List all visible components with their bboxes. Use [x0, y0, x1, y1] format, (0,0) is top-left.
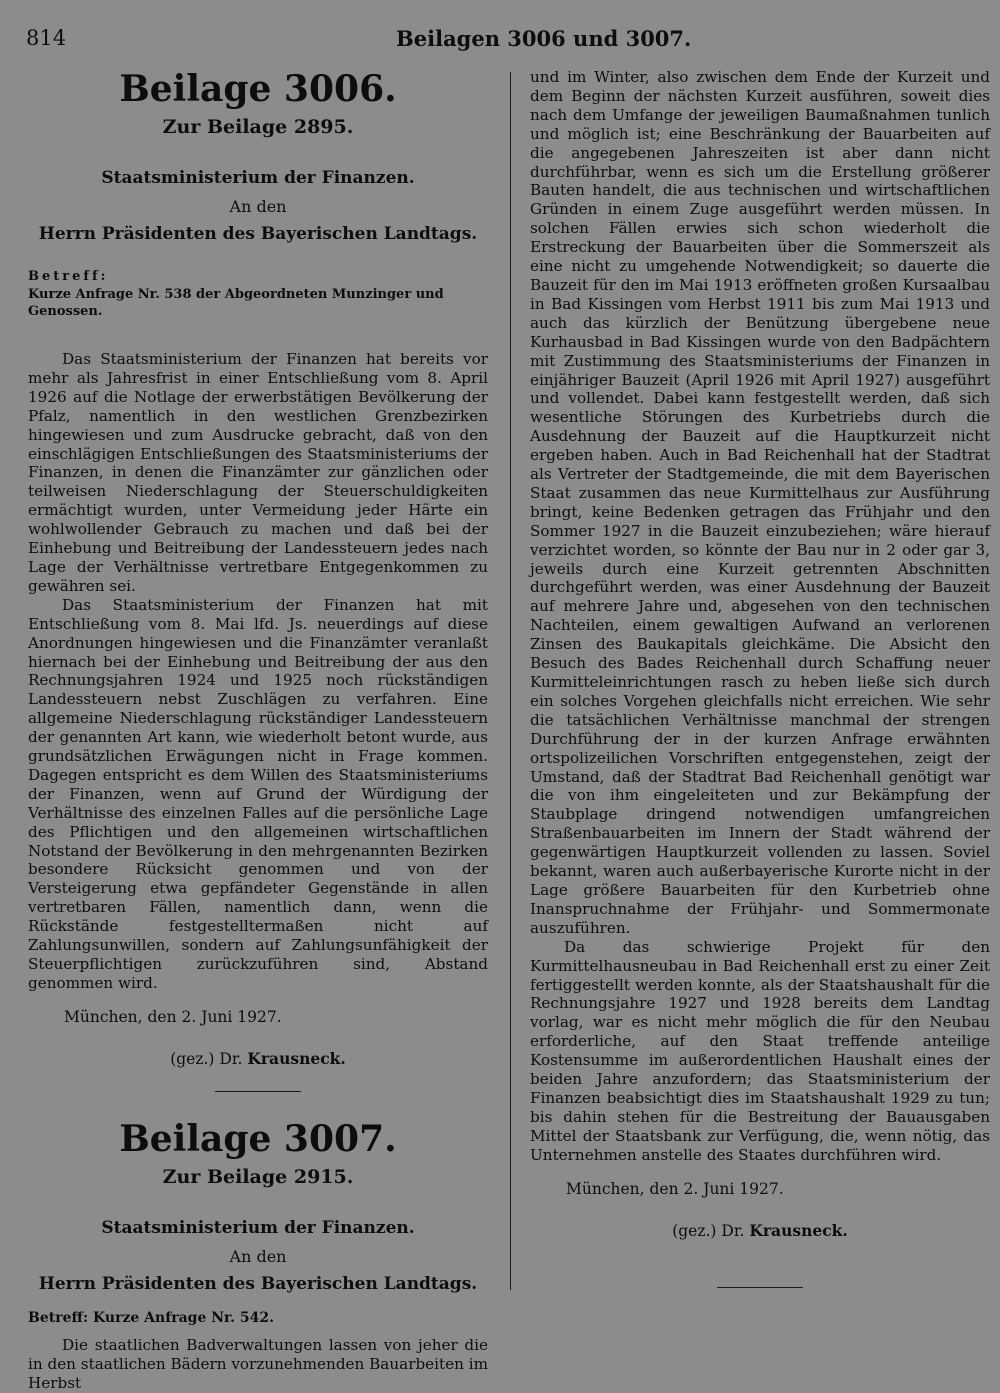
beilage-3007-betreff: Betreff: Kurze Anfrage Nr. 542. [28, 1309, 274, 1326]
signature-name: Krausneck. [247, 1048, 346, 1068]
signature-name: Krausneck. [749, 1220, 848, 1240]
beilage-3007-place-date: München, den 2. Juni 1927. [566, 1179, 784, 1198]
beilage-3006-paragraph-1: Das Staatsministerium der Finanzen hat bereits vor mehr als Jahresfrist in einer Entschließung vom 8. April 1926 auf die Notlage der erwerbstätigen Bevölkerung der Pfalz, namentlich in den westlichen Grenzbezirken hingewiesen und zum Ausdrucke gebracht, daß von den einschlägigen Entschließungen des Staatsministeriums der Finanzen, in denen die Finanzämter zur gänzlichen oder teilweisen Niederschlagung der Steuerschuldigkeiten ermächtigt wurden, unter Vermeidung jeder Härte ein wohlwollender Gebrauch zu machen und daß bei der Einhebung und Beitreibung der Landessteuern jedes nach Lage der Verhältnisse vertretbare Entgegenkommen zu gewähren sei. [28, 350, 488, 595]
beilage-3007-an-den: An den [229, 1246, 287, 1266]
left-column [28, 68, 488, 1393]
beilage-3007-title: Beilage 3007. [119, 1117, 397, 1160]
beilage-3006-place-date: München, den 2. Juni 1927. [64, 1007, 282, 1026]
beilage-3007 [28, 1118, 488, 1393]
beilage-3007-ministry: Staatsministerium der Finanzen. [101, 1217, 415, 1238]
closing-divider [717, 1287, 803, 1288]
beilage-3007-reference: Zur Beilage 2915. [162, 1165, 354, 1188]
beilage-3007-paragraph-1-continued: und im Winter, also zwischen dem Ende der Kurzeit und dem Beginn der nächsten Kurzeit ausführen, soweit dies nach dem Umfange der jeweiligen Baumaßnahmen tunlich und möglich ist; eine Beschränkung der Bauarbeiten auf die angegebenen Jahreszeiten ist aber dann nicht durchführbar, wenn es sich um die Erstellung größerer Bauten handelt, die aus technischen und wirtschaftlichen Gründen in einem Zuge ausgeführt werden müssen. In solchen Fällen erwies sich schon wiederholt die Erstreckung der Bauarbeiten über die Sommerszeit als eine nicht zu umgehende Notwendigkeit; so dauerte die Bauzeit für den im Mai 1913 eröffneten großen Kursaalbau in Bad Kissingen vom Herbst 1911 bis zum Mai 1913 und auch das kürzlich der Benützung übergebene neue Kurhausbad in Bad Kissingen wurde von den Badpächtern mit Zustimmung des Staatsministeriums der Finanzen in einjähriger Bauzeit (April 1926 mit April 1927) ausgeführt und vollendet. Dabei kann festgestellt werden, daß sich wesentliche Störungen des Kurbetriebs durch die Ausdehnung der Bauzeit auf die Hauptkurzeit nicht ergeben haben. Auch in Bad Reichenhall hat der Stadtrat als Vertreter der Stadtgemeinde, die mit dem Bayerischen Staat zusammen das neue Kurmittelhaus zur Ausführung bringt, keine Bedenken getragen das Frühjahr und den Sommer 1927 in die Bauzeit einzubeziehen; wäre hierauf verzichtet worden, so könnte der Bau nur in 2 oder gar 3, jeweils durch eine Kurzeit getrennten Abschnitten durchgeführt werden, was einer Ausdehnung der Bauzeit auf mehrere Jahre und, abgesehen von den technischen Nachteilen, einem gewaltigen Aufwand an verlorenen Zinsen des Baukapitals gleichkäme. Die Absicht den Besuch des Bades Reichenhall durch Schaffung neuer Kurmitteleinrichtungen rasch zu heben ließe sich durch ein solches Vorgehen gleichfalls nicht erreichen. Wie sehr die tatsächlichen Verhältnisse manchmal der strengen Durchführung der in der kurzen Anfrage erwähnten ortspolizeilichen Vorschriften entgegenstehen, zeigt der Umstand, daß der Stadtrat Bad Reichenhall genötigt war die von ihm eingeleiteten und zur Bekämpfung der Staubplage dringend notwendigen umfangreichen Straßenbauarbeiten im Innern der Stadt während der gegenwärtigen Hauptkurzeit vollenden zu lassen. Soviel bekannt, waren auch außerbayerische Kurorte nicht in der Lage größere Bauarbeiten für den Kurbetrieb ohne Inanspruchnahme der Frühjahr- und Sommermonate auszuführen. [530, 68, 990, 937]
signature-prefix: (gez.) Dr. [170, 1049, 243, 1068]
beilage-3006 [28, 68, 488, 1092]
beilage-3006-paragraph-2: Das Staatsministerium der Finanzen hat mit Entschließung vom 8. Mai lfd. Js. neuerdings auf diese Anordnungen hingewiesen und die Finanzämter veranlaßt hiernach bei der Einhebung und Beitreibung der aus den Rechnungsjahren 1924 und 1925 noch rückständigen Landessteuern nebst Zuschlägen zu verfahren. Eine allgemeine Niederschlagung rückständiger Landessteuern der genannten Art kann, wie wiederholt betont wurde, aus grundsätzlichen Erwägungen nicht in Frage kommen. Dagegen entspricht es dem Willen des Staatsministeriums der Finanzen, wenn auf Grund der Würdigung der Verhältnisse des einzelnen Falles auf die persönliche Lage des Pflichtigen und den allgemeinen wirtschaftlichen Notstand der Bevölkerung in den mehrgenannten Bezirken besondere Rücksicht genommen und von der Versteigerung etwa gepfändeter Gegenstände in allen vertretbaren Fällen, namentlich dann, wenn die Rückstände festgestelltermaßen nicht auf Zahlungsunwillen, sondern auf Zahlungsunfähigkeit der Steuerpflichtigen zurückzuführen sind, Abstand genommen wird. [28, 595, 488, 992]
beilage-3006-signature [28, 1049, 488, 1069]
beilage-3007-signature [530, 1221, 990, 1241]
beilage-3006-betreff-label: Betreff: [28, 269, 109, 284]
beilage-3006-ministry: Staatsministerium der Finanzen. [101, 168, 415, 188]
beilage-3006-title: Beilage 3006. [119, 68, 397, 110]
beilage-3007-paragraph-2: Da das schwierige Projekt für den Kurmittelhausneubau in Bad Reichenhall erst zu einer Zeit fertiggestellt werden konnte, als der Staatshaushalt für die Rechnungsjahre 1927 und 1928 bereits dem Landtag vorlag, war es nicht mehr möglich die für den Neubau erforderliche, auf den Staat treffende anteilige Kostensumme im außerordentlichen Haushalt eines der beiden Jahre anzufordern; das Staatsministerium der Finanzen beabsichtigt dies im Staatshaushalt 1929 zu tun; bis dahin stehen für die Bestreitung der Bauausgaben Mittel der Staatsbank zur Verfügung, die, wenn nötig, das Unternehmen anstelle des Staates durchführen wird. [530, 937, 990, 1164]
beilage-3006-addressee: Herrn Präsidenten des Bayerischen Landtags. [38, 224, 478, 244]
column-divider [510, 72, 511, 1290]
header-title: Beilagen 3006 und 3007. [396, 26, 692, 51]
page-number: 814 [26, 26, 67, 50]
beilage-3006-reference: Zur Beilage 2895. [162, 116, 354, 138]
right-column [530, 68, 990, 1288]
beilage-3006-betreff-text: Kurze Anfrage Nr. 538 der Abgeordneten Munzinger und Genossen. [28, 287, 444, 319]
running-header [26, 26, 692, 56]
beilage-3007-paragraph-1-start: Die staatlichen Badverwaltungen lassen von jeher die in den staatlichen Bädern vorzunehmenden Bauarbeiten im Herbst [28, 1335, 488, 1392]
section-divider [215, 1091, 301, 1092]
beilage-3006-an-den: An den [229, 197, 287, 216]
beilage-3007-addressee: Herrn Präsidenten des Bayerischen Landtags. [38, 1273, 478, 1294]
signature-prefix: (gez.) Dr. [672, 1221, 745, 1240]
